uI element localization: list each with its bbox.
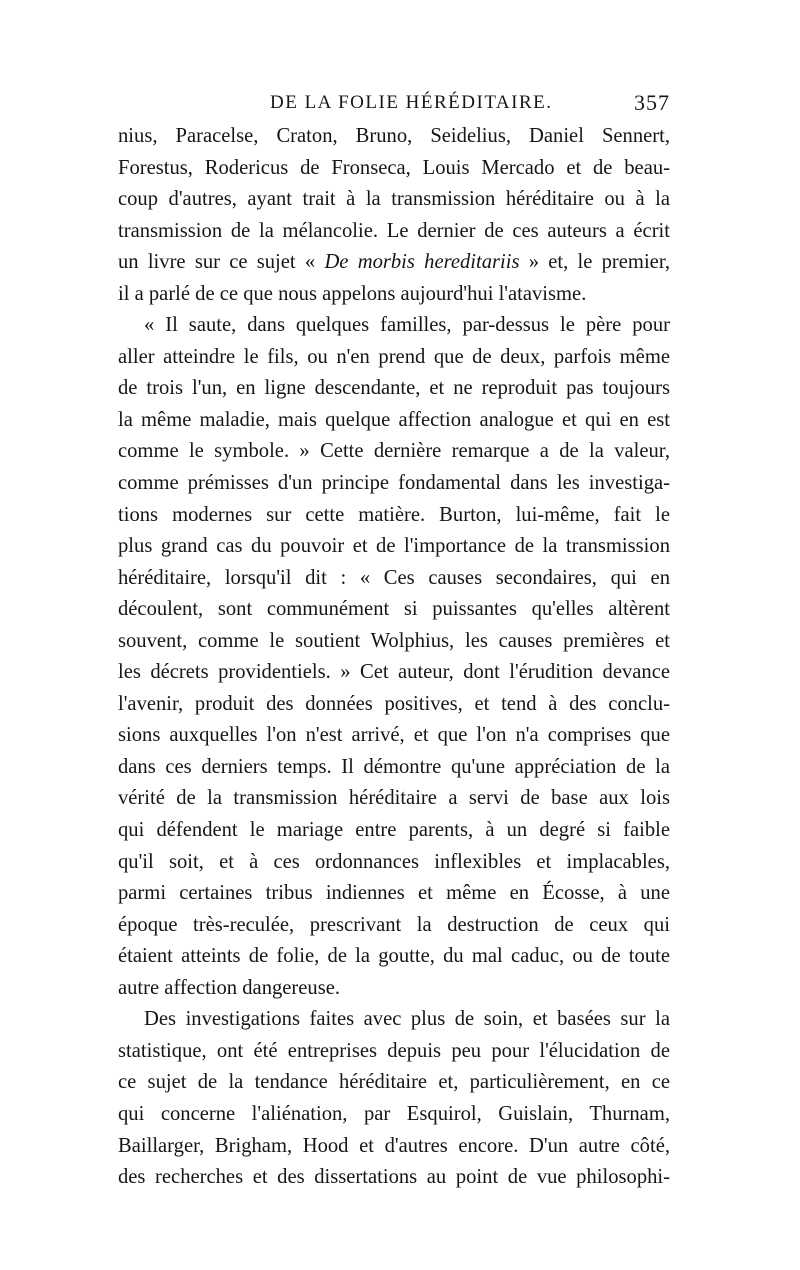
text-line: tions modernes sur cette matière. Burton, lui-même, fait le [118,503,670,526]
text-line: autre affection dangereuse. [118,976,341,999]
text-line: un livre sur ce sujet « De morbis hereditariis » et, le premier, [118,251,670,274]
text-line: qui défendent le mariage entre parents, à un degré si faible [118,819,670,842]
text-line: comme le symbole. » Cette dernière remarque a de la valeur, [118,440,670,463]
text-line: Des investigations faites avec plus de soin, et basées sur la [144,1008,670,1031]
text-line: époque très-reculée, prescrivant la destruction de ceux qui [118,913,670,936]
text-line: statistique, ont été entreprises depuis peu pour l'élucidation de [118,1039,670,1062]
text-line: coup d'autres, ayant trait à la transmission héréditaire ou à la [118,188,670,211]
text-line: héréditaire, lorsqu'il dit : « Ces causes secondaires, qui en [118,566,670,589]
italic-title: De morbis hereditariis [324,251,520,274]
running-header [118,90,670,120]
text-line: découlent, sont communément si puissantes qu'elles altèrent [118,598,670,621]
text-line: « Il saute, dans quelques familles, par-dessus le père pour [144,314,670,337]
text-line: parmi certaines tribus indiennes et même en Écosse, à une [118,882,670,905]
text-line: souvent, comme le soutient Wolphius, les causes premières et [118,629,670,652]
text-line: plus grand cas du pouvoir et de l'importance de la transmission [118,535,670,558]
text-line: qui concerne l'aliénation, par Esquirol, Guislain, Thurnam, [118,1102,670,1125]
text-line: vérité de la transmission héréditaire a servi de base aux lois [118,787,670,810]
page-number: 357 [634,90,670,115]
text-line: Baillarger, Brigham, Hood et d'autres encore. D'un autre côté, [118,1134,670,1157]
body-text [118,121,670,1194]
text-line: qu'il soit, et à ces ordonnances inflexibles et implacables, [118,850,670,873]
text-line: l'avenir, produit des données positives, et tend à des conclu- [118,692,670,715]
text-line: la même maladie, mais quelque affection analogue et qui en est [118,408,670,431]
text-line: dans ces derniers temps. Il démontre qu'une appréciation de la [118,755,670,778]
text-line: Forestus, Rodericus de Fronseca, Louis Mercado et de beau- [118,156,670,179]
running-title: DE LA FOLIE HÉRÉDITAIRE. [270,92,553,113]
text-line: aller atteindre le fils, ou n'en prend que de deux, parfois même [118,345,670,368]
text-line: étaient atteints de folie, de la goutte, du mal caduc, ou de toute [118,945,670,968]
text-line: ce sujet de la tendance héréditaire et, particulièrement, en ce [118,1071,670,1094]
text-line: transmission de la mélancolie. Le dernier de ces auteurs a écrit [118,219,670,242]
text-line: il a parlé de ce que nous appelons aujourd'hui l'atavisme. [118,282,587,305]
text-line: nius, Paracelse, Craton, Bruno, Seidelius, Daniel Sennert, [118,125,670,147]
text-line: de trois l'un, en ligne descendante, et ne reproduit pas toujours [118,377,670,400]
text-line: comme prémisses d'un principe fondamental dans les investiga- [118,472,670,495]
text-line: des recherches et des dissertations au point de vue philosophi- [118,1166,670,1189]
text-line: les décrets providentiels. » Cet auteur, dont l'érudition devance [118,661,670,684]
text-line: sions auxquelles l'on n'est arrivé, et que l'on n'a comprises que [118,724,670,747]
